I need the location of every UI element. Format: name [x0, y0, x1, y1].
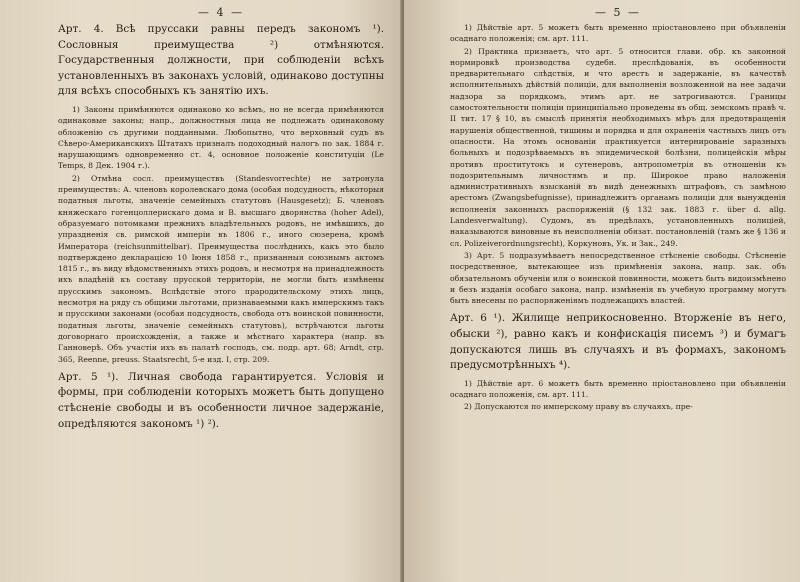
article-6: Арт. 6 ¹). Жилище неприкосновенно. Вторженіе въ него, обыски ²), равно какъ и конфискація писемъ ³) и бумагъ допускаются лишь въ случаяхъ и въ формахъ, закономъ предусмотрѣнныхъ ⁴).: [450, 312, 786, 372]
footnote: 1) Дѣйствіе арт. 6 можетъ быть временно пріостановлено при объявленіи осаднаго положенія, см. арт. 111.: [450, 378, 786, 400]
footnote: 1) Законы примѣняются одинаково ко всѣмъ, но не всегда примѣняются одинаковые законы; напр., должностныя лица не подлежать одинаковому обложенію съ другими подданными. Любопытно, что верховный судъ въ Сѣверо-Американскихъ Штатахъ призналъ подоходный налогъ по зак. 1884 г. нарушающимъ одновременно ст. 4, основное положеніе конституціи (Le Temps, 8 Дек. 1904 г.).: [58, 104, 384, 171]
page-number: — 5 —: [595, 6, 641, 19]
footnote: 2) Отмѣна сосл. преимуществъ (Standesvorrechte) не затронула преимуществъ: А. членовъ королевскаго дома (особая подсудность, нѣкоторыя податныя льготы, значеніе семейныхъ статутовъ (Hausgesetz); Б. членовъ княжескаго гогенцоллерискаго дома и В. высшаго дворянства (hoher Adel), образуемаго потомками прежнихъ владѣтельныхъ родовъ, не имѣвшихъ, до упраздненія св. римской имперіи въ 1806 г., иного сюзерена, кромѣ Императора (reichsunmittelbar). Преимущества послѣднихъ, какъ это было подтверждено декларацією 10 Іюня 1858 г., признанныя союзнымъ актомъ 1815 г., въ виду вѣдомственныхъ этихъ родовъ, и несмотря на принадлежность ихъ владѣній къ составу прусской территоріи, не могли быть измѣнены прусскимъ закономъ. Вслѣдствіе этого прародительскому этихъ лицъ, несмотря на ряду съ общими льготами, признаваемыми какъ имперскимъ такъ и прусскими законами (особая подсудность, свобода отъ воинской повинности, податныя льготы, значеніе семейныхъ статутовъ), встрѣчаются льготы договорнаго происхожденія, а также и мѣстнаго характера (напр. въ Ганноверѣ. Объ участіи ихъ въ палатѣ господъ, см. подр. арт. 68; Arndt, стр. 365, Reenne, preuss. Staatsrecht, 5-е изд. I, стр. 209.: [58, 173, 384, 364]
article-4: Арт. 4. Всѣ пруссаки равны передъ закономъ ¹). Сословныя преимущества ²) отмѣняются. Государственныя должности, при соблюденіи всѣхъ установленныхъ въ законахъ условій, одинаково доступны для всѣхъ способныхъ къ занятію ихъ.: [58, 23, 384, 98]
footnote: 3) Арт. 5 подразумѣваетъ непосредственное стѣсненіе свободы. Стѣсненіе посредственное, вытекающее изъ примѣненія закона, напр. зак. объ обязательномъ обученіи или о воинской повинности, можетъ быть видоизмѣнено и безъ изданія особаго закона, напр. измѣненія въ учебную программу могутъ быть внесены по распоряженіямъ подлежащихъ властей.: [450, 250, 786, 306]
footnote: 1) Дѣйствіе арт. 5 можетъ быть временно пріостановлено при объявленіи осаднаго положенія; см. арт. 111.: [450, 23, 786, 44]
page-number: — 4 —: [198, 6, 244, 19]
footnote: 2) Практика признаетъ, что арт. 5 относится глави. обр. къ законной нормировкѣ производства судебн. преслѣдованія, въ особенности предварительнаго слѣдствія, и что арестъ и задержаніе, въ качествѣ исполнительныхъ дѣйствій полиціи, для выполненія возложенной на нее задачи надзора за порядкомъ, этимъ арт. не затрогиваются. Границы самостоятельности полиціи принципіально проведены въ общ. земскомъ правѣ ч. II тит. 17 § 10, въ смыслѣ принятія необходимыхъ мѣръ для предотвращенія нарушенія общественной, тишины и порядка и для охраненія частныхъ лицъ отъ опасности. На этомъ основаніи практикуется интернированіе заразныхъ больныхъ и подозрѣваемыхъ въ эпидемической болѣзни, полицейскія мѣры противъ проститутокъ и сутенеровъ, антропометрія въ отношеніи къ подозрительнымъ личностямъ и пр. Широкое право наложенія административныхъ взысканій въ видѣ денежныхъ штрафовъ, съ замѣною арестомъ (Zwangsbefugnisse), принадлежитъ органамъ полиціи для вынужденія исполненія законныхъ распоряженій (§ 132 зак. 1883 г. über d. allg. Landesverwaltung). Судомъ, въ предѣлахъ, установленныхъ полиціей, наказываются виновные въ неисполненіи обязат. постановленій (тамъ же § 136 и сл. Polizeiverordnungsrecht), Коркуновъ, Ук. и Зак., 249.: [450, 46, 786, 248]
article-5: Арт. 5 ¹). Личная свобода гарантируется. Условія и формы, при соблюденіи которыхъ можетъ быть допущено стѣсненіе свободы и въ особенности личное задержаніе, опредѣляются закономъ ¹) ²).: [58, 370, 384, 430]
footnote: 2) Допускаются по имперскому праву въ случаяхъ, пре-: [464, 402, 693, 412]
right-page: [404, 0, 800, 582]
